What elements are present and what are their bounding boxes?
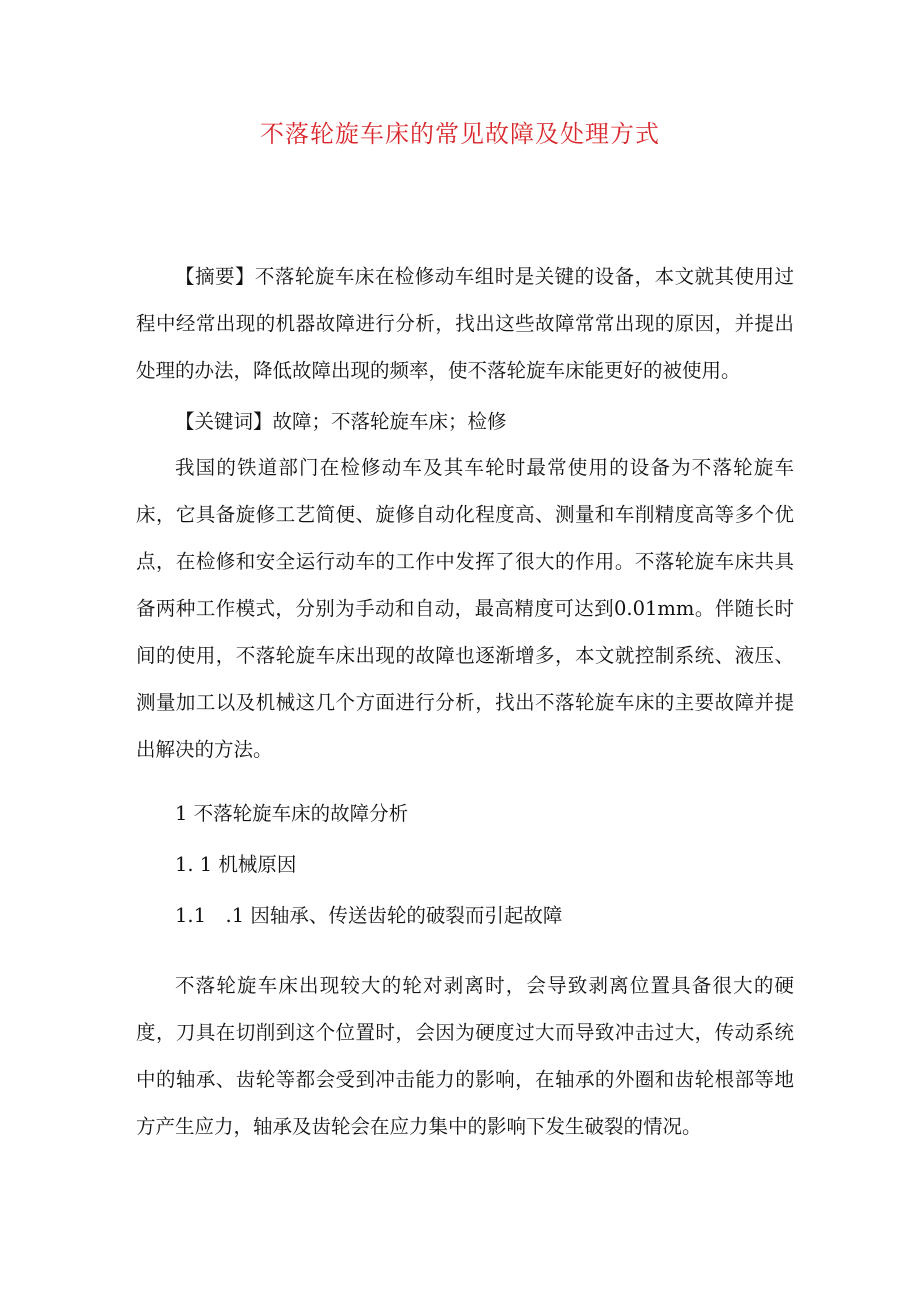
body-paragraph: 不落轮旋车床出现较大的轮对剥离时，会导致剥离位置具备很大的硬度，刀具在切削到这个位置时，会因为硬度过大而导致冲击过大，传动系统中的轴承、齿轮等都会受到冲击能力的影响，在轴承的外圈和齿轮根部等地方产生应力，轴承及齿轮会在应力集中的影响下发生破裂的情况。 [136,974,794,1138]
intro-paragraph: 我国的铁道部门在检修动车及其车轮时最常使用的设备为不落轮旋车床，它具备旋修工艺简便、旋修自动化程度高、测量和车削精度高等多个优点，在检修和安全运行动车的工作中发挥了很大的作用。不落轮旋车床共具备两种工作模式，分别为手动和自动，最高精度可达到0.01mm。伴随长时间的使用，不落轮旋车床出现的故障也逐渐增多，本文就控制系统、液压、测量加工以及机械这几个方面进行分析，找出不落轮旋车床的主要故障并提出解决的方法。 [136,456,794,761]
document-title: 不落轮旋车床的常见故障及处理方式 [260,120,660,148]
section-heading-1: 1 不落轮旋车床的故障分析 [175,802,409,825]
section-heading-1-1-1: 1.1 .1 因轴承、传送齿轮的破裂而引起故障 [175,904,563,927]
section-heading-1-1: 1. 1 机械原因 [175,853,297,876]
keywords-paragraph: 【关键词】故障；不落轮旋车床；检修 [175,410,507,433]
abstract-paragraph: 【摘要】不落轮旋车床在检修动车组时是关键的设备，本文就其使用过程中经常出现的机器故障进行分析，找出这些故障常常出现的原因，并提出处理的办法，降低故障出现的频率，使不落轮旋车床能更好的被使用。 [136,265,794,382]
